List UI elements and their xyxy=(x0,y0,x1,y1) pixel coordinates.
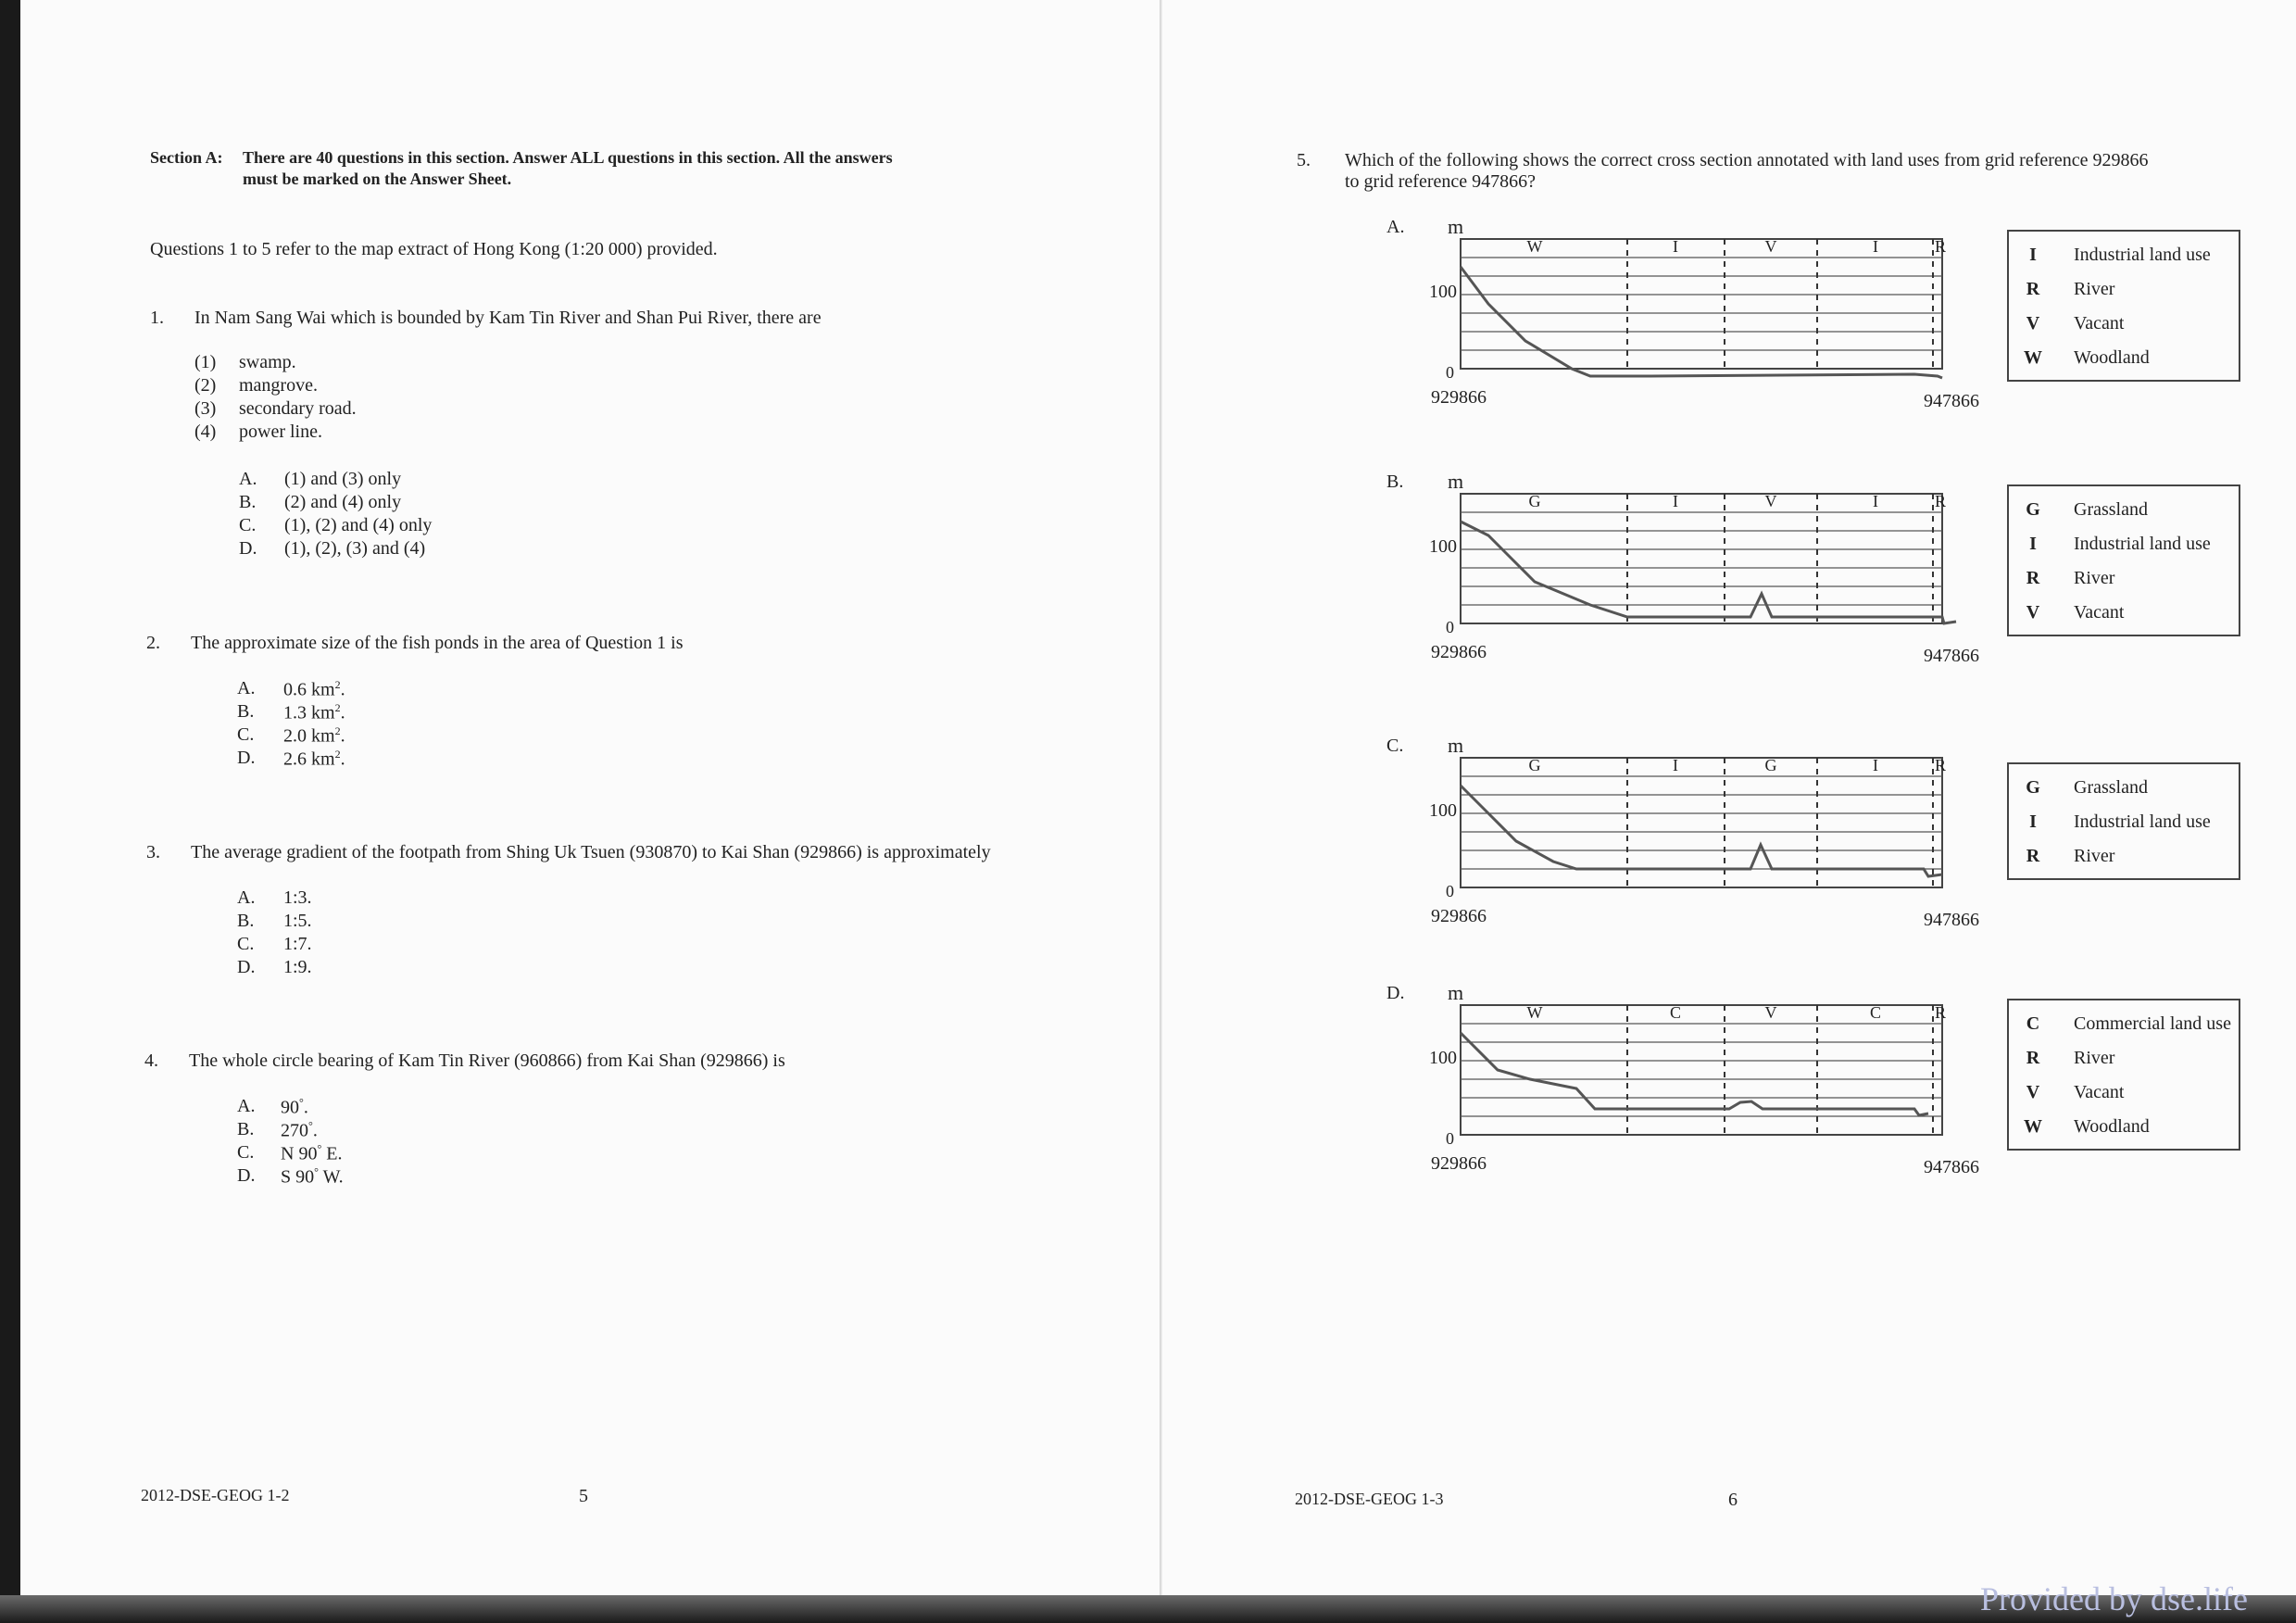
legend-description: Industrial land use xyxy=(2074,534,2211,554)
legend-code: V xyxy=(2026,313,2040,333)
chart-frame xyxy=(1461,494,1942,623)
x-start-label: 929866 xyxy=(1431,642,1487,662)
legend-description: River xyxy=(2074,846,2115,866)
land-use-code: I xyxy=(1673,237,1678,256)
x-end-label: 947866 xyxy=(1924,1157,1979,1177)
y-axis-bottom-label: 0 xyxy=(1446,618,1454,636)
y-axis-bottom-label: 0 xyxy=(1446,882,1454,900)
y-axis-top-label: 100 xyxy=(1429,536,1457,557)
legend-description: River xyxy=(2074,568,2115,588)
cross-section-option xyxy=(1162,211,2296,415)
cross-section-chart xyxy=(1461,1005,1951,1144)
option-text: (1), (2) and (4) only xyxy=(284,515,433,535)
watermark-text: Provided by dse.life xyxy=(1980,1580,2248,1617)
legend-box xyxy=(2007,230,2240,382)
terrain-profile xyxy=(1461,786,1942,876)
cross-section-option xyxy=(1162,977,2296,1181)
land-use-code: V xyxy=(1764,1003,1777,1022)
option-text: (1) and (3) only xyxy=(284,469,402,489)
land-use-code: V xyxy=(1764,237,1777,256)
legend-code: V xyxy=(2026,602,2040,623)
option-text: 1.3 $km^2$. xyxy=(283,701,345,723)
land-use-code: R xyxy=(1934,756,1947,774)
x-end-label: 947866 xyxy=(1924,910,1979,930)
cross-section-chart xyxy=(1461,239,1951,378)
legend-description: River xyxy=(2074,1048,2115,1068)
legend-description: Industrial land use xyxy=(2074,812,2211,832)
y-axis-top-label: 100 xyxy=(1429,800,1457,821)
questions-intro: Questions 1 to 5 refer to the map extract of Hong Kong (1:20 000) provided. xyxy=(150,239,718,259)
legend-code: G xyxy=(2026,777,2040,798)
option-letter: A. xyxy=(237,887,256,908)
legend-code: G xyxy=(2026,499,2040,520)
cross-section-option xyxy=(1162,730,2296,934)
land-use-code: R xyxy=(1934,1003,1947,1022)
option-letter: D. xyxy=(1386,983,1405,1003)
option-letter: D. xyxy=(239,538,257,559)
legend-code: R xyxy=(2026,846,2040,866)
question-number: 1. xyxy=(150,308,164,328)
terrain-profile xyxy=(1461,522,1956,623)
legend-code: C xyxy=(2026,1013,2040,1034)
question-stem: The approximate size of the fish ponds in the area of Question 1 is xyxy=(191,633,684,653)
option-letter: B. xyxy=(1386,472,1404,492)
scan-edge xyxy=(0,0,20,1623)
option-letter: A. xyxy=(1386,217,1405,237)
option-letter: A. xyxy=(237,1096,256,1116)
legend-code: I xyxy=(2029,245,2037,265)
chart-frame xyxy=(1461,239,1942,369)
land-use-code: R xyxy=(1934,492,1947,510)
option-text: 90°. xyxy=(281,1096,308,1118)
legend-description: Vacant xyxy=(2074,313,2125,333)
cross-section-chart xyxy=(1461,494,1951,633)
land-use-code: I xyxy=(1673,756,1678,774)
terrain-profile xyxy=(1461,1033,1928,1115)
section-instructions: There are 40 questions in this section. Answer ALL questions in this section. All the answers xyxy=(243,148,893,167)
question-stem: The average gradient of the footpath from Shing Uk Tsuen (930870) to Kai Shan (929866) is approximately xyxy=(191,842,991,862)
land-use-code: C xyxy=(1669,1003,1682,1022)
land-use-code: G xyxy=(1528,492,1541,510)
legend-box xyxy=(2007,484,2240,636)
y-axis-bottom-label: 0 xyxy=(1446,1129,1454,1148)
option-letter: B. xyxy=(237,701,255,722)
statement-number: (3) xyxy=(194,398,217,419)
option-text: 2.0 $km^2$. xyxy=(283,724,345,747)
legend-description: River xyxy=(2074,279,2115,299)
y-axis-top-label: 100 xyxy=(1429,1048,1457,1068)
right-page xyxy=(1162,0,2296,1623)
statement-text: swamp. xyxy=(239,352,296,372)
cross-section-chart xyxy=(1461,758,1951,897)
footer-code: 2012-DSE-GEOG 1-3 xyxy=(1295,1490,1444,1508)
question-number: 2. xyxy=(146,633,160,653)
option-letter: C. xyxy=(1386,736,1404,756)
section-instructions-2: must be marked on the Answer Sheet. xyxy=(243,170,512,188)
land-use-code: C xyxy=(1869,1003,1882,1022)
question-number: 5. xyxy=(1297,150,1311,170)
page-number: 6 xyxy=(1728,1490,1738,1510)
legend-code: I xyxy=(2029,534,2037,554)
terrain-profile xyxy=(1461,267,1942,378)
option-letter: D. xyxy=(237,748,256,768)
land-use-code: I xyxy=(1873,756,1878,774)
legend-description: Grassland xyxy=(2074,499,2148,520)
option-text: (1), (2), (3) and (4) xyxy=(284,538,426,559)
unit-label: m xyxy=(1448,215,1464,238)
legend-code: R xyxy=(2026,279,2040,299)
land-use-code: W xyxy=(1526,1003,1543,1022)
legend-description: Industrial land use xyxy=(2074,245,2211,265)
footer-code: 2012-DSE-GEOG 1-2 xyxy=(141,1486,290,1504)
land-use-code: I xyxy=(1873,492,1878,510)
option-letter: D. xyxy=(237,957,256,977)
statement-text: secondary road. xyxy=(239,398,357,419)
option-letter: C. xyxy=(239,515,257,535)
legend-code: W xyxy=(2024,1116,2042,1137)
legend-code: R xyxy=(2026,1048,2040,1068)
option-text: 1:5. xyxy=(283,911,312,931)
y-axis-bottom-label: 0 xyxy=(1446,363,1454,382)
land-use-code: G xyxy=(1764,756,1777,774)
section-label: Section A: xyxy=(150,148,223,167)
x-start-label: 929866 xyxy=(1431,906,1487,926)
statement-text: mangrove. xyxy=(239,375,318,396)
legend-description: Woodland xyxy=(2074,347,2150,368)
unit-label: m xyxy=(1448,734,1464,757)
cross-section-option xyxy=(1162,466,2296,670)
x-start-label: 929866 xyxy=(1431,387,1487,408)
option-text: N 90° E. xyxy=(281,1142,343,1164)
option-text: 1:7. xyxy=(283,934,312,954)
option-text: 1:3. xyxy=(283,887,312,908)
question-stem-2: to grid reference 947866? xyxy=(1345,171,1537,192)
legend-box xyxy=(2007,762,2240,880)
x-end-label: 947866 xyxy=(1924,391,1979,411)
legend-description: Woodland xyxy=(2074,1116,2150,1137)
legend-description: Vacant xyxy=(2074,1082,2125,1102)
legend-code: W xyxy=(2024,347,2042,368)
option-letter: B. xyxy=(239,492,257,512)
land-use-code: I xyxy=(1673,492,1678,510)
legend-description: Commercial land use xyxy=(2074,1013,2231,1034)
question-stem: Which of the following shows the correct cross section annotated with land uses from grid reference 929866 xyxy=(1345,150,2149,170)
option-text: 0.6 $km^2$. xyxy=(283,678,345,700)
chart-frame xyxy=(1461,1005,1942,1135)
land-use-code: G xyxy=(1528,756,1541,774)
legend-box xyxy=(2007,999,2240,1151)
x-start-label: 929866 xyxy=(1431,1153,1487,1174)
page-number: 5 xyxy=(579,1486,588,1506)
scan-edge-bottom xyxy=(0,1595,2296,1623)
question-number: 3. xyxy=(146,842,160,862)
unit-label: m xyxy=(1448,981,1464,1004)
legend-code: V xyxy=(2026,1082,2040,1102)
option-letter: A. xyxy=(239,469,257,489)
option-letter: B. xyxy=(237,911,255,931)
statement-number: (1) xyxy=(194,352,217,372)
option-text: 270°. xyxy=(281,1119,318,1141)
question-number: 4. xyxy=(144,1051,158,1071)
option-letter: C. xyxy=(237,1142,255,1163)
x-end-label: 947866 xyxy=(1924,646,1979,666)
option-letter: B. xyxy=(237,1119,255,1139)
question-stem: In Nam Sang Wai which is bounded by Kam Tin River and Shan Pui River, there are xyxy=(194,308,822,328)
y-axis-top-label: 100 xyxy=(1429,282,1457,302)
legend-description: Vacant xyxy=(2074,602,2125,623)
land-use-code: R xyxy=(1934,237,1947,256)
option-letter: C. xyxy=(237,724,255,745)
question-stem: The whole circle bearing of Kam Tin River (960866) from Kai Shan (929866) is xyxy=(189,1051,785,1071)
option-text: S 90° W. xyxy=(281,1165,344,1188)
land-use-code: V xyxy=(1764,492,1777,510)
option-text: 1:9. xyxy=(283,957,312,977)
statement-text: power line. xyxy=(239,421,322,442)
statement-number: (4) xyxy=(194,421,217,442)
land-use-code: W xyxy=(1526,237,1543,256)
option-letter: D. xyxy=(237,1165,256,1186)
land-use-code: I xyxy=(1873,237,1878,256)
option-text: 2.6 $km^2$. xyxy=(283,748,345,770)
legend-code: R xyxy=(2026,568,2040,588)
legend-description: Grassland xyxy=(2074,777,2148,798)
unit-label: m xyxy=(1448,470,1464,493)
option-letter: C. xyxy=(237,934,255,954)
statement-number: (2) xyxy=(194,375,217,396)
option-letter: A. xyxy=(237,678,256,698)
legend-code: I xyxy=(2029,812,2037,832)
option-text: (2) and (4) only xyxy=(284,492,402,512)
